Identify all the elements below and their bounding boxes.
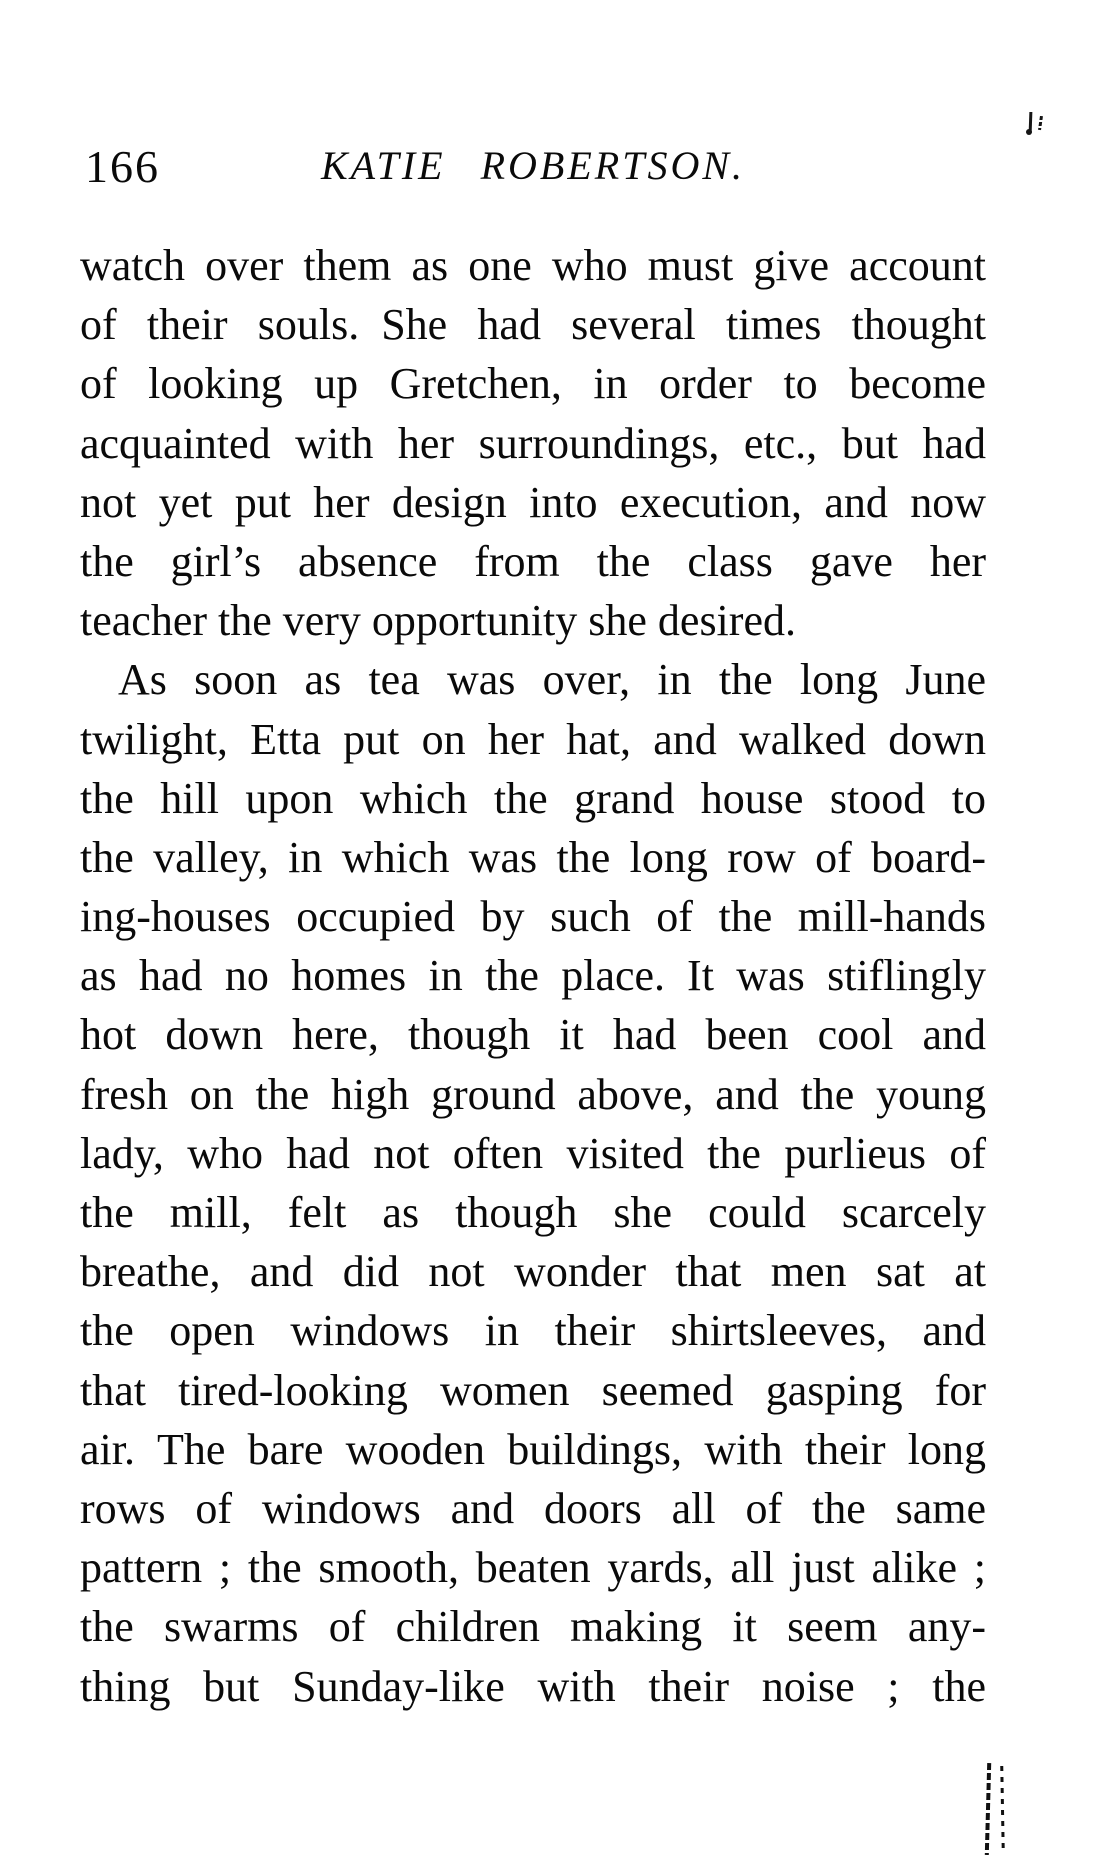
ink-smudge-icon xyxy=(1026,129,1032,135)
text-line: thing but Sunday-like with their noise ; the xyxy=(80,1661,986,1711)
running-header: KATIE ROBERTSON. xyxy=(320,143,746,188)
text-line: the mill, felt as though she could scarcely xyxy=(80,1188,986,1237)
body-text xyxy=(80,236,986,1716)
text-line: not yet put her design into execution, and now xyxy=(80,477,986,527)
text-line: acquainted with her surroundings, etc., but had xyxy=(80,418,986,468)
text-line: the swarms of children making it seem any- xyxy=(80,1602,986,1652)
text-line: the open windows in their shirtsleeves, and xyxy=(80,1306,986,1356)
ink-smudge-icon xyxy=(1038,116,1043,130)
text-line: hot down here, though it had been cool and xyxy=(80,1010,986,1060)
text-line: fresh on the high ground above, and the young xyxy=(80,1069,986,1119)
text-line: breathe, and did not wonder that men sat at xyxy=(80,1247,986,1297)
text-line: the hill upon which the grand house stood to xyxy=(80,773,986,823)
text-line: twilight, Etta put on her hat, and walked down xyxy=(80,714,986,764)
text-line: the valley, in which was the long row of board- xyxy=(80,832,986,882)
text-line: lady, who had not often visited the purlieus of xyxy=(80,1128,986,1178)
text-line: watch over them as one who must give account xyxy=(80,241,986,290)
scan-artifact-icon xyxy=(1000,1766,1005,1852)
text-line: as had no homes in the place. It was stiflingly xyxy=(80,951,986,1001)
text-line: As soon as tea was over, in the long June xyxy=(118,655,986,705)
text-line: of their souls. She had several times thought xyxy=(80,300,986,350)
text-line: of looking up Gretchen, in order to become xyxy=(80,359,986,409)
text-line: ing-houses occupied by such of the mill-hands xyxy=(80,892,986,942)
page-number: 166 xyxy=(85,141,160,192)
text-line: teacher the very opportunity she desired. xyxy=(80,596,796,646)
text-line: rows of windows and doors all of the same xyxy=(80,1483,986,1533)
scan-artifact-icon xyxy=(985,1763,991,1855)
text-line: the girl’s absence from the class gave her xyxy=(80,536,986,586)
text-line: that tired-looking women seemed gasping for xyxy=(80,1365,986,1415)
text-line: air. The bare wooden buildings, with their long xyxy=(80,1424,986,1474)
text-line: pattern ; the smooth, beaten yards, all just alike ; xyxy=(80,1543,986,1593)
